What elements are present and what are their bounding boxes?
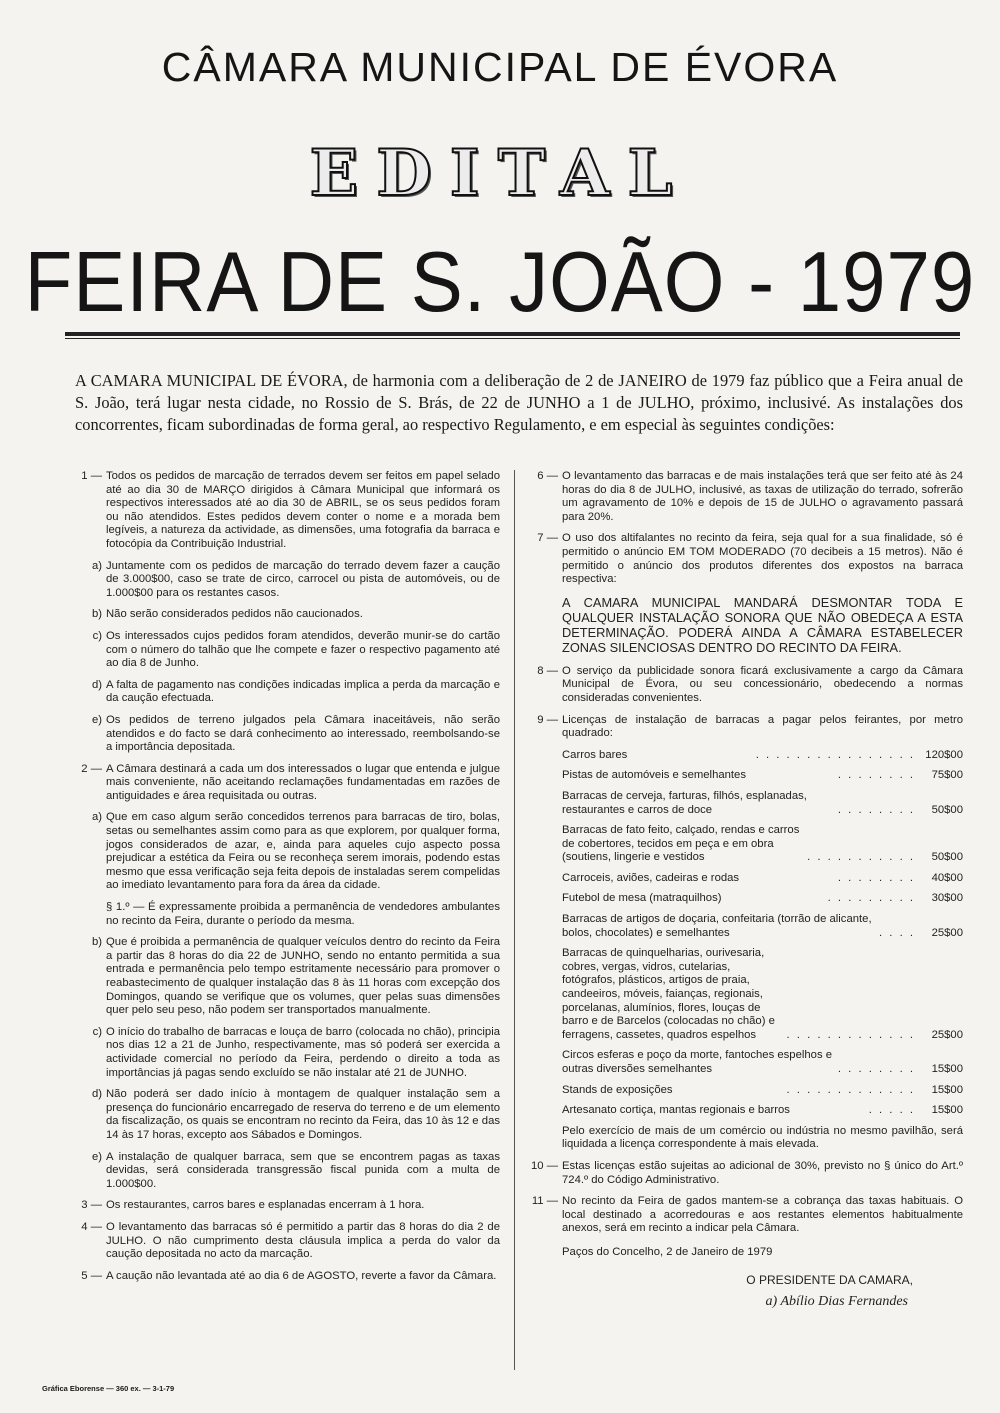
- place-date: Paços do Concelho, 2 de Janeiro de 1979: [562, 1245, 773, 1258]
- sub-text: Não poderá ser dado início à montagem de qualquer instalação sem a presença do funcionário encarregado de reserva do terreno e de um elemento da fiscalização, os quais se encontram no recinto da Feira, das 10 às 12 e das 14 às 17 horas, excepto aos Sábados e Domingos.: [106, 1088, 500, 1141]
- fee-leader: . . . . . . . . . . .: [807, 851, 915, 864]
- fee-name: Circos esferas e poço da morte, fantoches espelhos e outras diversões semelhantes: [562, 1049, 833, 1075]
- clause-number: 6 —: [537, 470, 558, 482]
- sub-text: Que em caso algum serão concedidos terrenos para barracas de tiro, bolas, setas ou semelhantes assim como para as que explorem, por qualquer forma, jogos considerados de azar, e, ainda para aqueles cujo aspecto possa prejudicar a estética da Feira ou se reconheça serem imorais, podendo estas mesmo que essa verificação seja feita depois de instaladas serem compelidas ao imediato levantamento para fora da área da cidade.: [106, 811, 500, 892]
- sub-text: Juntamente com os pedidos de marcação do terrado devem fazer a caução de 3.000$00, caso se trate de circo, carrocel ou pista de automóveis, ou de 1.000$00 para os restantes casos.: [106, 559, 500, 599]
- fees-note: Pelo exercício de mais de um comércio ou indústria no mesmo pavilhão, será liquidada a licença correspondente à mais elevada.: [562, 1124, 963, 1151]
- fee-value: 120$00: [925, 748, 963, 761]
- sub-label: a): [91, 559, 102, 572]
- sub-label: b): [91, 936, 102, 949]
- clause-1-sub-e: [72, 714, 500, 755]
- clause-5: [72, 1270, 500, 1284]
- sub-text: O início do trabalho de barracas e louça de barro (colocada no chão), principia nos dias 12 a 21 de Junho, respectivamente, mas só poderá ser exercida a actividade comercial no período da Feira, perdendo o direito a toda as importâncias já pagas sendo excluído se não instalar até 21 de JUNHO.: [106, 1025, 500, 1079]
- clause-number: 3 —: [81, 1199, 102, 1212]
- fee-leader: . . . . .: [868, 1104, 915, 1117]
- fee-name: Futebol de mesa (matraquilhos): [562, 892, 722, 905]
- sub-label: c): [92, 1025, 102, 1038]
- municipal-header: CÂMARA MUNICIPAL DE ÉVORA: [161, 44, 839, 90]
- fee-row: [562, 872, 963, 886]
- sub-text: Os pedidos de terreno julgados pela Câmara inaceitáveis, não serão atendidos e do facto se dará conhecimento ao interessado, reembolsando-se a importância depositada.: [106, 713, 500, 754]
- clause-7-notice: A CAMARA MUNICIPAL MANDARÁ DESMONTAR TODA E QUALQUER INSTALAÇÃO SONORA QUE NÃO OBEDEÇA A ESTA DETERMINAÇÃO. PODERÁ AINDA A CÂMARA ESTABELECER ZONAS SILENCIOSAS DENTRO DO RECINTO DA FEIRA.: [562, 594, 963, 655]
- clause-2: [72, 763, 500, 804]
- fee-leader: . . . . . . . . . . . . . . . .: [755, 748, 915, 761]
- clause-10: [528, 1160, 963, 1187]
- fee-leader: . . . . . . . .: [837, 871, 915, 884]
- fee-row: [562, 749, 963, 763]
- clause-2-sub-d: [72, 1088, 500, 1142]
- fee-name: Stands de exposições: [562, 1083, 673, 1096]
- fee-leader: . . . . . . . .: [837, 803, 915, 816]
- fee-row: [562, 790, 963, 817]
- clause-text: Os restaurantes, carros bares e esplanadas encerram à 1 hora.: [106, 1199, 425, 1212]
- clause-1-sub-d: [72, 679, 500, 706]
- right-column: [528, 470, 963, 1309]
- clause-text: Todos os pedidos de marcação de terrados devem ser feitos em papel selado até ao dia 30 de MARÇO dirigidos à Câmara Municipal que informará os respectivos interessados até ao dia 30 de ABRIL, se os seus pedidos foram ou não atendidos. Estes pedidos devem conter o nome e a morada bem legíveis, a natureza da actividade, as dimensões, uma fotografia da barraca e fotocópia da Contribuição Industrial.: [106, 470, 500, 550]
- fee-row: [562, 1049, 963, 1076]
- clause-number: 9 —: [537, 713, 558, 726]
- clause-number: 7 —: [537, 532, 558, 545]
- clause-text: A Câmara destinará a cada um dos interessados o lugar que entenda e julgue mais conveniente, não aceitando reclamações fundamentadas em razões de antiguidades e área requisitada ou outras.: [106, 762, 500, 802]
- fee-leader: . . . . . . . . . . . . .: [786, 1083, 915, 1096]
- fee-leader: . . . . . . . .: [837, 769, 915, 782]
- fee-value: 15$00: [931, 1063, 963, 1075]
- clause-6: [528, 470, 963, 524]
- left-column: [72, 470, 500, 1291]
- fee-row: [562, 947, 963, 1042]
- clause-4: [72, 1221, 500, 1262]
- fee-value: 75$00: [931, 769, 963, 782]
- fee-leader: . . . . . . . .: [837, 1063, 915, 1075]
- fee-row: [562, 824, 963, 865]
- fee-row: [562, 1084, 963, 1098]
- feira-title: FEIRA DE S. JOÃO - 1979: [24, 233, 976, 330]
- clause-2-paragraph-1: § 1.º — É expressamente proibida a permanência de vendedores ambulantes no recinto da Feira, durante o período da mesma.: [106, 901, 500, 927]
- clause-2-sub-b: [72, 936, 500, 1018]
- sub-label: b): [91, 608, 102, 621]
- fee-value: 15$00: [931, 1083, 963, 1096]
- fee-value: 30$00: [931, 892, 963, 905]
- sub-label: e): [91, 1150, 102, 1163]
- clause-text: Estas licenças estão sujeitas ao adicional de 30%, previsto no § único do Art.º 724.º do Código Administrativo.: [562, 1159, 963, 1186]
- fee-name: Pistas de automóveis e semelhantes: [562, 769, 746, 782]
- sub-label: d): [91, 678, 102, 691]
- fee-name: Barracas de artigos de doçaria, confeitaria (torrão de alicante, bolos, chocolates) e semelhantes: [562, 913, 872, 939]
- clause-text: A caução não levantada até ao dia 6 de AGOSTO, reverte a favor da Câmara.: [106, 1269, 497, 1282]
- clause-7: [528, 532, 963, 586]
- header-rule-thin: [65, 338, 960, 339]
- clause-9: [528, 714, 963, 741]
- clause-text: O levantamento das barracas só é permitido a partir das 8 horas do dia 2 de JULHO. O não cumprimento desta cláusula implica a perda do valor da caução depositada no acto da marcação.: [106, 1220, 500, 1261]
- sub-text: A falta de pagamento nas condições indicadas implica a perda da marcação e da caução efectuada.: [106, 678, 500, 705]
- sub-text: Os interessados cujos pedidos foram atendidos, deverão munir-se do cartão com o número do talhão que lhe compete e fazer o respectivo pagamento até ao dia 8 de Junho.: [106, 629, 500, 670]
- fee-value: 50$00: [931, 851, 963, 864]
- fee-name: Barracas de cerveja, farturas, filhós, esplanadas, restaurantes e carros de doce: [562, 789, 807, 816]
- fee-value: 15$00: [931, 1104, 963, 1117]
- fee-leader: . . . . . . . . .: [827, 892, 915, 905]
- sub-text: Não serão considerados pedidos não caucionados.: [106, 608, 363, 621]
- clause-1-sub-b: [72, 608, 500, 622]
- clause-text: O serviço da publicidade sonora ficará exclusivamente a cargo da Câmara Municipal de Évora, ou seu concessionário, obedecendo a normas consideradas convenientes.: [562, 664, 963, 704]
- signature-title: O PRESIDENTE DA CAMARA,: [746, 1272, 913, 1287]
- clause-number: 11 —: [531, 1195, 558, 1208]
- clause-number: 4 —: [81, 1220, 102, 1233]
- clause-3: [72, 1199, 500, 1213]
- edital-title: EDITAL: [309, 136, 691, 211]
- sub-label: a): [91, 811, 102, 824]
- sub-label: e): [91, 713, 102, 726]
- fee-leader: . . . .: [879, 926, 915, 939]
- clause-1-sub-c: [72, 630, 500, 671]
- clause-11: [528, 1195, 963, 1236]
- fee-leader: . . . . . . . . . . . . .: [786, 1028, 915, 1041]
- clause-number: 1 —: [81, 470, 102, 482]
- header-rule-thick: [65, 332, 960, 336]
- clause-text: No recinto da Feira de gados mantem-se a cobrança das taxas habituais. O local destinado a acorredouras e aos restantes elementos habitualmente anexos, será em recinto a indicar pela Câmara.: [562, 1195, 963, 1235]
- fee-name: Barracas de fato feito, calçado, rendas e carros de cobertores, tecidos em peça e em obra (soutiens, lingerie e vestidos: [562, 824, 800, 864]
- sub-label: c): [92, 629, 102, 642]
- fee-name: Artesanato cortiça, mantas regionais e barros: [562, 1104, 790, 1117]
- clause-1: [72, 470, 500, 552]
- clause-1-sub-a: [72, 560, 500, 601]
- clause-number: 10 —: [530, 1159, 558, 1172]
- fee-value: 40$00: [931, 871, 963, 884]
- fee-name: Barracas de quinquelharias, ourivesaria, cobres, vergas, vidros, cutelarias, fotógrafos, plásticos, artigos de praia, candeeiros, móveis, faianças, regionais, porcelanas, alumínios, flores, louças de barro e de Barcelos (colocadas no chão) e ferragens, cassetes, quadros espelhos: [562, 947, 775, 1041]
- clause-number: 8 —: [537, 664, 558, 677]
- fee-value: 50$00: [931, 803, 963, 816]
- fee-row: [562, 1104, 963, 1118]
- clause-text: Licenças de instalação de barracas a pagar pelos feirantes, por metro quadrado:: [562, 713, 963, 740]
- sub-label: d): [91, 1088, 102, 1101]
- fee-name: Carros bares: [562, 748, 628, 761]
- sub-text: Que é proibida a permanência de qualquer veículos dentro do recinto da Feira a partir das 8 horas do dia 22 de JUNHO, sendo no entanto permitida a sua entrada e permanência pelo tempo estritamente necessário para promover o reabastecimento de qualquer instalação das 8 às 11 horas com excepção dos Domingos, quando se verifique que os volumes, quer pelas suas dimensões quer pelo seu peso, não podem ser transportados manualmente.: [106, 936, 500, 1017]
- sub-text: A instalação de qualquer barraca, sem que se encontrem pagas as taxas devidas, será considerada transgressão fiscal punida com a multa de 1.000$00.: [106, 1150, 500, 1190]
- clause-8: [528, 665, 963, 706]
- clause-number: 5 —: [81, 1269, 102, 1282]
- fee-row: [562, 892, 963, 906]
- clause-text: O levantamento das barracas e de mais instalações terá que ser feito até às 24 horas do dia 8 de JULHO, inclusivé, as taxas de utilização do terrado, sofrerão um agravamento de 10% e depois de 15 de JULHO o agravamento passará para 20%.: [562, 470, 963, 523]
- intro-paragraph: A CAMARA MUNICIPAL DE ÉVORA, de harmonia com a deliberação de 2 de JANEIRO de 1979 faz público que a Feira anual de S. João, terá lugar nesta cidade, no Rossio de S. Brás, de 22 de JUNHO a 1 de JULHO, próximo, inclusivé. As instalações dos concorrentes, ficam subordinadas de forma geral, ao respectivo Regulamento, e em especial às seguintes condições:: [75, 371, 963, 434]
- clause-text: O uso dos altifalantes no recinto da feira, seja qual for a sua finalidade, só é permitido o anúncio EM TOM MODERADO (70 decibeis a 15 metros). Não é permitido o anúncio dos produtos diferentes dos expostos na barraca respectiva:: [562, 532, 963, 586]
- fee-row: [562, 913, 963, 940]
- clause-number: 2 —: [81, 762, 102, 775]
- printer-line: Gráfica Eborense — 360 ex. — 3-1-79: [42, 1384, 175, 1393]
- fee-name: Carroceis, aviões, cadeiras e rodas: [562, 871, 740, 884]
- column-divider: [514, 470, 515, 1370]
- fee-row: [562, 769, 963, 783]
- clause-2-sub-c: [72, 1026, 500, 1080]
- signature-name: a) Abílio Dias Fernandes: [765, 1294, 908, 1310]
- clause-2-sub-a: [72, 811, 500, 893]
- fee-value: 25$00: [931, 1028, 963, 1041]
- fee-value: 25$00: [931, 926, 963, 939]
- clause-2-sub-e: [72, 1151, 500, 1192]
